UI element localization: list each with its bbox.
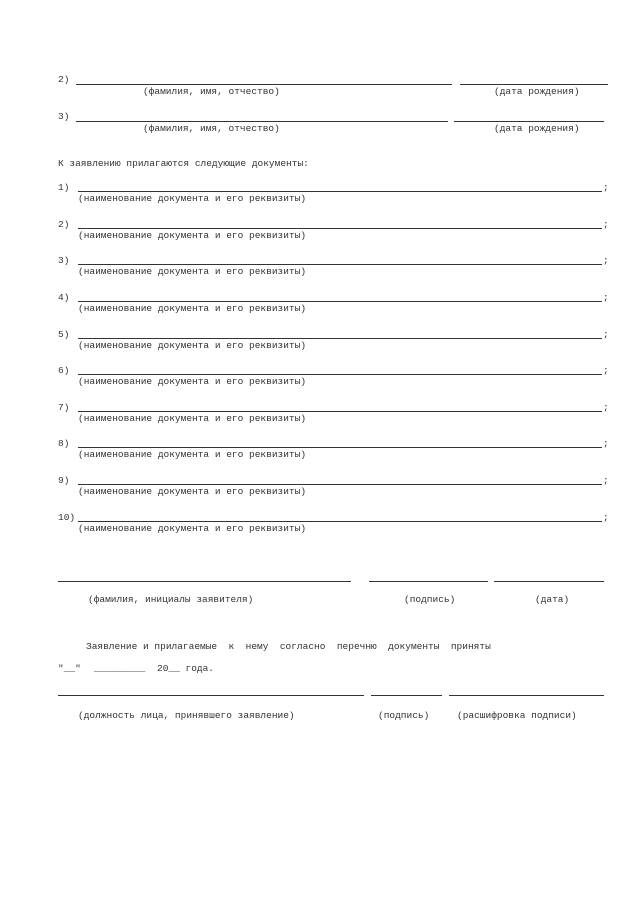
official-position-caption: (должность лица, принявшего заявление) <box>78 710 295 721</box>
official-sign-caption: (подпись) <box>378 710 430 721</box>
document-line[interactable] <box>78 521 602 522</box>
official-sign-line[interactable] <box>371 695 442 696</box>
person-number: 3) <box>58 111 70 122</box>
applicant-date-caption: (дата) <box>535 594 570 605</box>
applicant-date-line[interactable] <box>494 581 604 582</box>
document-number: 4) <box>58 292 70 303</box>
document-caption: (наименование документа и его реквизиты) <box>78 413 307 424</box>
document-caption: (наименование документа и его реквизиты) <box>78 230 307 241</box>
date-year[interactable]: 20__ года. <box>157 663 215 674</box>
fio-caption: (фамилия, имя, отчество) <box>143 86 280 97</box>
document-line[interactable] <box>78 484 602 485</box>
document-end: ; <box>603 512 609 523</box>
document-number: 8) <box>58 438 70 449</box>
document-line[interactable] <box>78 301 602 302</box>
document-end: ; <box>603 329 609 340</box>
document-number: 9) <box>58 475 70 486</box>
date-day[interactable]: "__" <box>58 663 81 674</box>
document-caption: (наименование документа и его реквизиты) <box>78 523 307 534</box>
official-position-line[interactable] <box>58 695 364 696</box>
document-end: ; <box>603 438 609 449</box>
birthdate-caption: (дата рождения) <box>494 86 580 97</box>
applicant-sign-caption: (подпись) <box>404 594 456 605</box>
document-number: 1) <box>58 182 70 193</box>
document-end: ; <box>603 292 609 303</box>
document-number: 2) <box>58 219 70 230</box>
document-caption: (наименование документа и его реквизиты) <box>78 376 307 387</box>
document-caption: (наименование документа и его реквизиты) <box>78 340 307 351</box>
document-caption: (наименование документа и его реквизиты) <box>78 449 307 460</box>
document-number: 6) <box>58 365 70 376</box>
document-caption: (наименование документа и его реквизиты) <box>78 303 307 314</box>
document-number: 5) <box>58 329 70 340</box>
document-caption: (наименование документа и его реквизиты) <box>78 486 307 497</box>
document-number: 10) <box>58 512 76 523</box>
documents-intro: К заявлению прилагаются следующие документы: <box>58 158 309 169</box>
document-line[interactable] <box>78 191 602 192</box>
document-end: ; <box>603 182 609 193</box>
document-end: ; <box>603 475 609 486</box>
person-number: 2) <box>58 74 70 85</box>
document-end: ; <box>603 402 609 413</box>
document-number: 7) <box>58 402 70 413</box>
official-decode-line[interactable] <box>449 695 604 696</box>
birthdate-line[interactable] <box>454 121 604 122</box>
fio-line[interactable] <box>76 121 448 122</box>
applicant-sign-line[interactable] <box>369 581 488 582</box>
document-end: ; <box>603 255 609 266</box>
document-line[interactable] <box>78 374 602 375</box>
applicant-name-line[interactable] <box>58 581 351 582</box>
official-decode-caption: (расшифровка подписи) <box>457 710 577 721</box>
date-month[interactable]: _________ <box>94 663 146 674</box>
document-line[interactable] <box>78 411 602 412</box>
document-number: 3) <box>58 255 70 266</box>
applicant-name-caption: (фамилия, инициалы заявителя) <box>88 594 254 605</box>
document-line[interactable] <box>78 447 602 448</box>
birthdate-caption: (дата рождения) <box>494 123 580 134</box>
document-line[interactable] <box>78 264 602 265</box>
document-line[interactable] <box>78 228 602 229</box>
document-end: ; <box>603 219 609 230</box>
document-caption: (наименование документа и его реквизиты) <box>78 266 307 277</box>
accepted-text: Заявление и прилагаемые к нему согласно перечню документы приняты <box>86 641 491 652</box>
document-line[interactable] <box>78 338 602 339</box>
birthdate-line[interactable] <box>460 84 608 85</box>
fio-line[interactable] <box>76 84 452 85</box>
document-caption: (наименование документа и его реквизиты) <box>78 193 307 204</box>
document-end: ; <box>603 365 609 376</box>
fio-caption: (фамилия, имя, отчество) <box>143 123 280 134</box>
